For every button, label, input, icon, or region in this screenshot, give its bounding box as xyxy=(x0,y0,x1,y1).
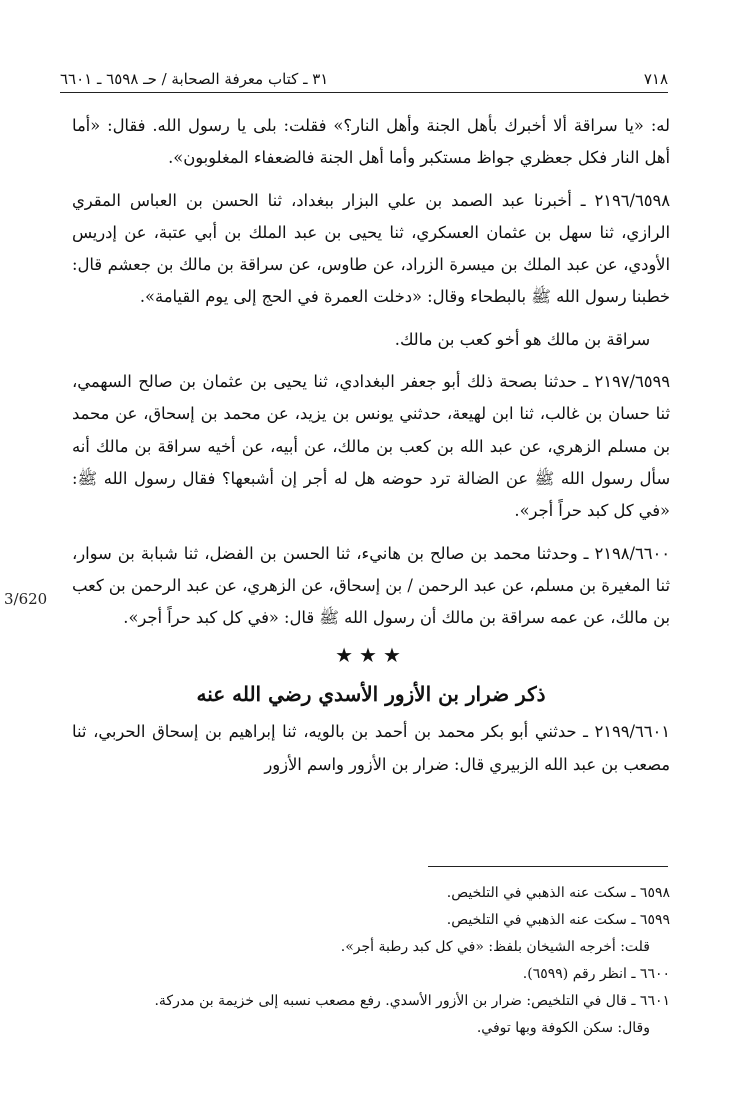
footnote-6601: ٦٦٠١ ـ قال في التلخيص: ضرار بن الأزور الأسدي. رفع مصعب نسبه إلى خزيمة بن مدركة. xyxy=(154,993,670,1009)
section-heading: ذكر ضرار بن الأزور الأسدي رضي الله عنه xyxy=(196,682,546,707)
footnote-divider xyxy=(428,866,668,867)
note-line: سراقة بن مالك هو أخو كعب بن مالك. xyxy=(394,329,650,349)
footnotes xyxy=(58,880,670,1042)
margin-volume-reference: 3/620 xyxy=(4,590,48,608)
main-text xyxy=(72,110,670,781)
footnote-6598: ٦٥٩٨ ـ سكت عنه الذهبي في التلخيص. xyxy=(446,885,670,901)
hadith-6599: ٢١٩٧/٦٥٩٩ ـ حدثنا بصحة ذلك أبو جعفر البغدادي، ثنا يحيى بن عثمان بن صالح السهمي، ثنا حسان بن غالب، ثنا ابن لهيعة، حدثني يونس بن يزيد، عن محمد بن إسحاق، عن محمد بن مسلم الزهري، عن عبد الله بن كعب بن مالك، عن أبيه، عن أخيه سراقة بن مالك أنه سأل رسول الله ﷺ عن الضالة ترد حوضه هل له أجر إن أشبعها؟ فقال رسول الله ﷺ: «في كل كبد حراً أجر». xyxy=(72,372,670,521)
footnote-6599-comment: قلت: أخرجه الشيخان بلفظ: «في كل كبد رطبة أجر». xyxy=(340,939,650,955)
hadith-6598: ٢١٩٦/٦٥٩٨ ـ أخبرنا عبد الصمد بن علي البزار ببغداد، ثنا الحسن بن العباس المقري الرازي، ثنا سهل بن عثمان العسكري، ثنا يحيى بن عبد الملك بن أبي عتبة، عن إدريس الأودي، عن عبد الملك بن ميسرة الزراد، عن طاوس، عن سراقة بن مالك بن جعشم قال: خطبنا رسول الله ﷺ بالبطحاء وقال: «دخلت العمرة في الحج إلى يوم القيامة». xyxy=(72,190,670,307)
page-header xyxy=(60,66,668,93)
page-number: ٧١٨ xyxy=(643,70,668,88)
hadith-6601: ٢١٩٩/٦٦٠١ ـ حدثني أبو بكر محمد بن أحمد بن بالويه، ثنا إبراهيم بن إسحاق الحربي، ثنا مصعب بن عبد الله الزبيري قال: ضرار بن الأزور واسم الأزور xyxy=(72,722,670,774)
section-separator-stars: ★★★ xyxy=(335,643,407,668)
footnote-6601-continuation: وقال: سكن الكوفة وبها توفي. xyxy=(476,1020,650,1036)
running-title: ٣١ ـ كتاب معرفة الصحابة / حـ ٦٥٩٨ ـ ٦٦٠١ xyxy=(60,70,329,88)
hadith-6600: ٢١٩٨/٦٦٠٠ ـ وحدثنا محمد بن صالح بن هانيء، ثنا الحسن بن الفضل، ثنا شبابة بن سوار، ثنا المغيرة بن مسلم، عن عبد الرحمن / بن إسحاق، عن الزهري، عن عبد الرحمن بن كعب بن مالك، عن عمه سراقة بن مالك أن رسول الله ﷺ قال: «في كل كبد حراً أجر». xyxy=(72,543,670,628)
footnote-6600: ٦٦٠٠ ـ انظر رقم (٦٥٩٩). xyxy=(522,966,670,982)
paragraph-continuation: له: «يا سراقة ألا أخبرك بأهل الجنة وأهل النار؟» فقلت: بلى يا رسول الله. فقال: «أما أهل النار فكل جعظري جواظ مستكبر وأما أهل الجنة فالضعفاء المغلوبون». xyxy=(72,116,670,168)
footnote-6599: ٦٥٩٩ ـ سكت عنه الذهبي في التلخيص. xyxy=(446,912,670,928)
